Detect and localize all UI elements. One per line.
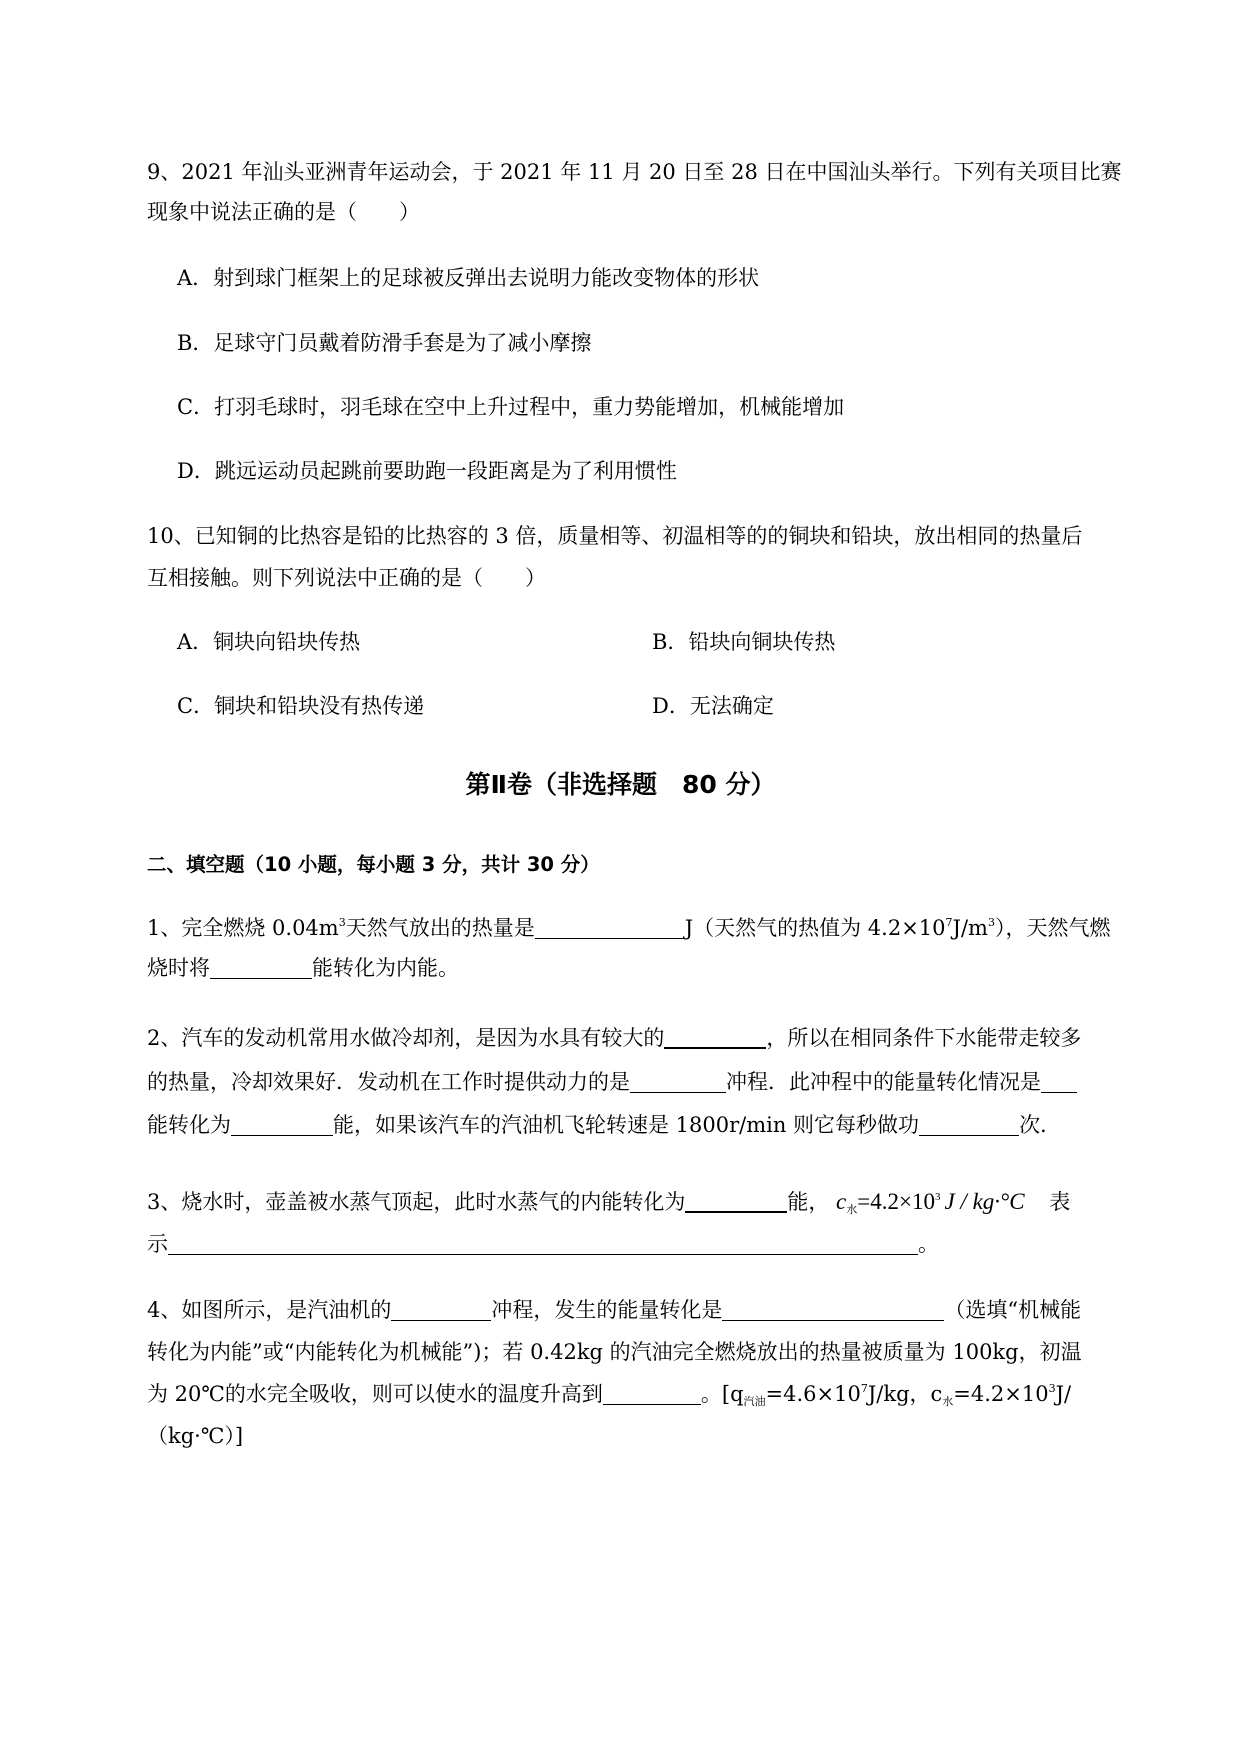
fill4-line3-a: 为 20℃的水完全吸收，则可以使水的温度升高到 xyxy=(147,1382,603,1406)
fill2-line3-b: 能，如果该汽车的汽油机飞轮转速是 1800r/min 则它每秒做功 xyxy=(333,1113,920,1137)
fill4-line4: （kg·℃）] xyxy=(147,1424,244,1448)
fill4-line3-f: J/ xyxy=(1055,1382,1072,1406)
fill2-line2-a: 的热量，冷却效果好．发动机在工作时提供动力的是 xyxy=(147,1070,630,1094)
fill1-line2 xyxy=(147,946,1147,990)
fill4-line1-c: （选填“机械能 xyxy=(944,1298,1082,1322)
fill3-line1-a: 3、烧水时，壶盖被水蒸气顶起，此时水蒸气的内能转化为 xyxy=(147,1190,686,1214)
part2-heading: 第Ⅱ卷（非选择题 80 分） xyxy=(465,770,776,799)
fill4-sub-water: 水 xyxy=(942,1395,954,1408)
fill3-line2 xyxy=(147,1222,1147,1266)
q10-option-b: B．铅块向铜块传热 xyxy=(652,630,836,654)
fill4-line1 xyxy=(147,1288,1147,1332)
fill4-sup-1: 7 xyxy=(860,1382,868,1395)
fill1-text-c: J（天然气的热值为 4.2×10 xyxy=(684,916,946,940)
fill4-sub-gasoline: 汽油 xyxy=(743,1395,766,1408)
fill1-blank-1[interactable] xyxy=(535,910,685,939)
fill3-line1-b: 能， xyxy=(787,1190,830,1214)
fill4-blank-1[interactable] xyxy=(391,1292,491,1321)
fill4-blank-3[interactable] xyxy=(603,1376,701,1405)
fill1-sup-c: 7 xyxy=(945,916,953,929)
formula-unit: J / kg·°C xyxy=(944,1189,1025,1214)
q9-stem-line2: 现象中说法正确的是（ ） xyxy=(147,200,420,224)
fill4-line3-c: =4.6×10 xyxy=(765,1382,861,1406)
fill4-line3-e: =4.2×10 xyxy=(953,1382,1049,1406)
formula-eq: =4.2×10 xyxy=(857,1189,935,1214)
fill3-line2-b: 。 xyxy=(918,1232,939,1256)
fill4-sup-2: 3 xyxy=(1048,1382,1056,1395)
q10-stem-line2: 互相接触。则下列说法中正确的是（ ） xyxy=(147,566,546,590)
fill3-line1 xyxy=(147,1180,1147,1228)
fill2-line3-c: 次. xyxy=(1019,1113,1047,1137)
fill4-line3 xyxy=(147,1372,1147,1420)
fill3-blank-2[interactable] xyxy=(168,1226,918,1255)
fill4-line3-d: J/kg，c xyxy=(867,1382,943,1406)
q9-option-d: D．跳远运动员起跳前要助跑一段距离是为了利用惯性 xyxy=(177,459,677,483)
fill4-line2: 转化为内能”或“内能转化为机械能”)；若 0.42kg 的汽油完全燃烧放出的热量被质量为 100kg，初温 xyxy=(147,1340,1082,1364)
formula-c: c xyxy=(836,1189,847,1214)
fill1-text-b: 天然气放出的热量是 xyxy=(345,916,535,940)
q10-option-d: D．无法确定 xyxy=(652,694,774,718)
fill1-text-a: 1、完全燃烧 0.04m xyxy=(147,916,339,940)
q9-stem-line1: 9、2021 年汕头亚洲青年运动会，于 2021 年 11 月 20 日至 28 日在中国汕头举行。下列有关项目比赛 xyxy=(147,160,1122,184)
fill2-blank-2[interactable] xyxy=(630,1064,726,1093)
fill2-line3-a: 能转化为 xyxy=(147,1113,231,1137)
fill4-line1-a: 4、如图所示，是汽油机的 xyxy=(147,1298,392,1322)
fill1-sup-d: 3 xyxy=(987,916,995,929)
q9-option-c: C．打羽毛球时，羽毛球在空中上升过程中，重力势能增加，机械能增加 xyxy=(177,395,845,419)
fill1-line2-a: 烧时将 xyxy=(147,956,210,980)
q9-option-b: B．足球守门员戴着防滑手套是为了减小摩擦 xyxy=(177,331,592,355)
fill2-blank-1[interactable] xyxy=(664,1019,766,1049)
fill1-line2-b: 能转化为内能。 xyxy=(312,956,459,980)
fill4-line3-b: 。[q xyxy=(700,1382,744,1406)
fill1-blank-2[interactable] xyxy=(210,950,312,979)
fill4-line1-b: 冲程，发生的能量转化是 xyxy=(491,1298,723,1322)
fill3-blank-1[interactable] xyxy=(685,1183,787,1213)
fill1-text-e: ），天然气燃 xyxy=(994,916,1111,940)
q10-option-c: C．铜块和铅块没有热传递 xyxy=(177,694,425,718)
fill2-blank-5[interactable] xyxy=(919,1107,1019,1136)
fill2-line1-a: 2、汽车的发动机常用水做冷却剂，是因为水具有较大的 xyxy=(147,1026,665,1050)
q9-option-a: A．射到球门框架上的足球被反弹出去说明力能改变物体的形状 xyxy=(177,266,760,290)
fill1-sup-a: 3 xyxy=(338,916,346,929)
fill2-line2-b: 冲程．此冲程中的能量转化情况是 xyxy=(726,1070,1041,1094)
fill4-blank-2[interactable] xyxy=(722,1292,944,1321)
fill3-line1-c: 表 xyxy=(1049,1190,1071,1214)
fill2-blank-4[interactable] xyxy=(231,1107,333,1136)
q10-option-a: A．铜块向铅块传热 xyxy=(177,630,361,654)
fill2-blank-3[interactable] xyxy=(1041,1064,1077,1093)
fill2-line1 xyxy=(147,1016,1147,1060)
fill2-line2 xyxy=(147,1060,1147,1104)
formula-sub: 水 xyxy=(846,1204,858,1216)
q10-stem-line1: 10、已知铜的比热容是铅的比热容的 3 倍，质量相等、初温相等的的铜块和铅块，放出相同的热量后 xyxy=(147,524,1083,548)
fill1-text-d: J/m xyxy=(952,916,988,940)
fill2-line3 xyxy=(147,1103,1147,1147)
formula-sup: 3 xyxy=(934,1191,941,1203)
section2-title: 二、填空题（10 小题，每小题 3 分，共计 30 分） xyxy=(147,853,600,876)
fill2-line1-b: ，所以在相同条件下水能带走较多 xyxy=(766,1026,1082,1050)
specific-heat-formula xyxy=(836,1189,1025,1214)
fill3-line2-a: 示 xyxy=(147,1232,168,1256)
